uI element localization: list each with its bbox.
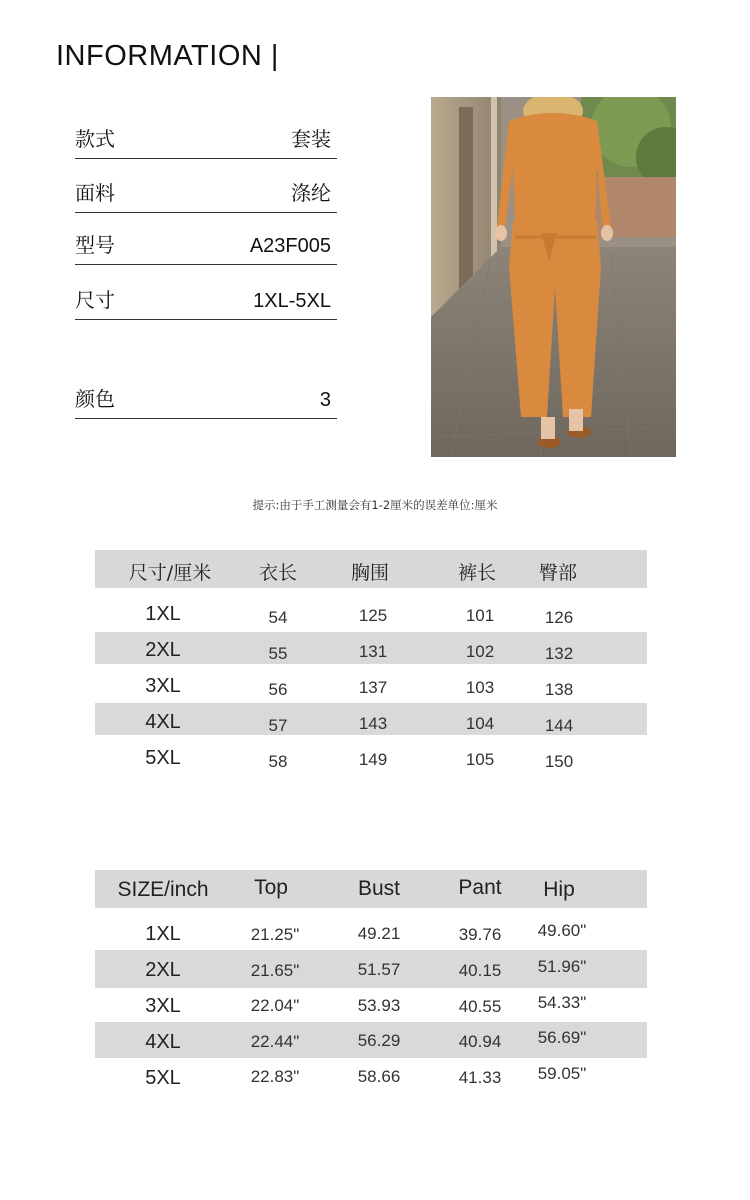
table-cell: 55: [268, 644, 288, 663]
header-size-cm: 尺寸/厘米: [128, 562, 212, 584]
header-top: Top: [254, 876, 288, 899]
table-cell: 51.57: [357, 960, 401, 979]
info-row-model: [75, 234, 337, 265]
header-bust: 胸围: [350, 562, 390, 584]
table-cell: 40.55: [458, 997, 502, 1016]
info-label: 款式: [75, 127, 115, 151]
table-cell-size: 2XL: [145, 639, 181, 661]
table-cell: 22.44": [250, 1032, 300, 1051]
table-cell: 56.29: [357, 1031, 401, 1050]
table-cell: 22.83": [250, 1067, 300, 1086]
info-row-color: [75, 388, 337, 419]
info-value: A23F005: [249, 235, 331, 257]
table-cell: 54.33": [537, 993, 587, 1012]
page-title: INFORMATION |: [56, 40, 279, 72]
table-cell: 149: [358, 750, 388, 769]
table-cell: 125: [358, 606, 388, 625]
info-row-size: [75, 289, 337, 320]
info-value: 套装: [291, 127, 331, 151]
table-cell: 57: [268, 716, 288, 735]
table-cell: 53.93: [357, 996, 401, 1015]
info-value: 涤纶: [291, 181, 331, 205]
table-cell: 143: [358, 714, 388, 733]
table-cell: 138: [544, 680, 574, 699]
table-cell: 104: [465, 714, 495, 733]
table-cell: 132: [544, 644, 574, 663]
info-label: 型号: [75, 233, 115, 257]
table-cell: 51.96": [537, 957, 587, 976]
table-cell: 150: [544, 752, 574, 771]
header-size-inch: SIZE/inch: [117, 878, 209, 901]
info-value: 1XL-5XL: [253, 290, 331, 312]
table-cell-size: 1XL: [145, 923, 181, 945]
table-cell: 22.04": [250, 996, 300, 1015]
model-outfit-illustration: [431, 97, 676, 457]
table-cell: 54: [268, 608, 288, 627]
size-table-cm: [95, 550, 647, 780]
header-hip: Hip: [543, 878, 575, 901]
header-top-length: 衣长: [258, 562, 298, 584]
info-label: 面料: [75, 181, 115, 205]
table-cell: 103: [465, 678, 495, 697]
table-cell: 58.66: [357, 1067, 401, 1086]
table-cell: 101: [465, 606, 495, 625]
table-cell: 21.25": [250, 925, 300, 944]
measurement-note: 提示:由于手工测量会有1-2厘米的误差单位:厘米: [252, 498, 498, 512]
table-cell-size: 3XL: [145, 995, 181, 1017]
table-cell: 58: [268, 752, 288, 771]
table-cell-size: 3XL: [145, 675, 181, 697]
table-cell: 105: [465, 750, 495, 769]
table-cell: 144: [544, 716, 574, 735]
info-row-fabric: [75, 182, 337, 213]
info-label: 尺寸: [75, 288, 115, 312]
table-cell-size: 5XL: [145, 1067, 181, 1089]
table-cell-size: 5XL: [145, 747, 181, 769]
size-table-inch: [95, 870, 647, 1100]
table-cell: 21.65": [250, 961, 300, 980]
product-photo: [431, 97, 676, 457]
info-value: 3: [319, 389, 331, 411]
table-cell: 137: [358, 678, 388, 697]
info-label: 颜色: [75, 387, 115, 411]
table-cell-size: 2XL: [145, 959, 181, 981]
table-cell-size: 4XL: [145, 1031, 181, 1053]
table-cell: 126: [544, 608, 574, 627]
table-cell-size: 1XL: [145, 603, 181, 625]
info-row-style: [75, 128, 337, 159]
table-cell: 131: [358, 642, 388, 661]
header-pant-length: 裤长: [457, 562, 497, 584]
table-cell-size: 4XL: [145, 711, 181, 733]
table-cell: 56.69": [537, 1028, 587, 1047]
table-cell: 49.21: [357, 924, 401, 943]
table-cell: 56: [268, 680, 288, 699]
table-cell: 102: [465, 642, 495, 661]
table-cell: 49.60": [537, 921, 587, 940]
table-cell: 40.15: [458, 961, 502, 980]
table-cell: 59.05": [537, 1064, 587, 1083]
table-cell: 41.33: [458, 1068, 502, 1087]
header-hip: 臀部: [538, 562, 578, 584]
table-cell: 40.94: [458, 1032, 502, 1051]
header-bust: Bust: [357, 877, 401, 900]
header-pant: Pant: [458, 876, 502, 899]
table-cell: 39.76: [458, 925, 502, 944]
